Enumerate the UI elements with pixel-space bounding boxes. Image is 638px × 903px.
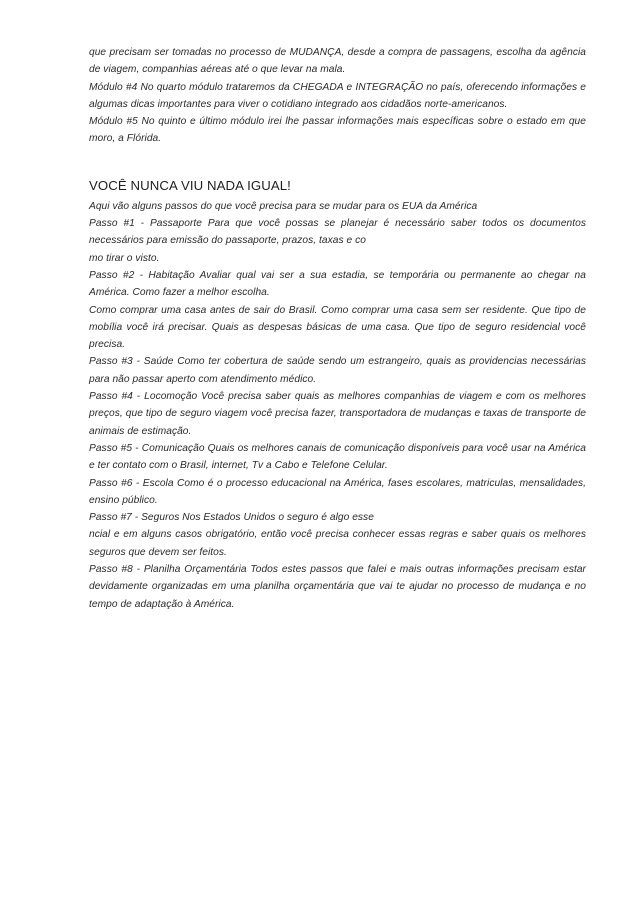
paragraph-passo-4: Passo #4 - Locomoção Você precisa saber quais as melhores companhias de viagem e com os melhores preços, que tipo de seguro viagem você precisa fazer, transportadora de mudanças e taxas de transporte de animais de estimação. [89,391,586,437]
paragraph-passo-1-continued: mo tirar o visto. [89,252,160,264]
paragraph-passo-8: Passo #8 - Planilha Orçamentária Todos estes passos que falei e mais outras informações precisam estar devidamente organizadas em uma planilha orçamentária que vai te ajudar no processo de mudança e no tempo de adaptação à América. [89,564,586,610]
paragraph-intro-passos: Aqui vão alguns passos do que você precisa para se mudar para os EUA da América [89,200,478,212]
paragraph-passo-3: Passo #3 - Saúde Como ter cobertura de saúde sendo um estrangeiro, quais as providencias necessárias para não passar aperto com atendimento médico. [89,356,586,385]
paragraph-passo-2: Passo #2 - Habitação Avaliar qual vai ser a sua estadia, se temporária ou permanente ao chegar na América. Como fazer a melhor escolha. [89,269,586,299]
paragraph-passo-7: Passo #7 - Seguros Nos Estados Unidos o seguro é algo esse [89,512,374,524]
document-content [89,44,586,613]
section-heading: VOCÊ NUNCA VIU NADA IGUAL! [89,177,291,193]
intro-paragraph-modulo-4: Módulo #4 No quarto módulo trataremos da CHEGADA e INTEGRAÇÃO no país, oferecendo informações e algumas dicas importantes para viver o cotidiano integrado aos cidadãos norte-americanos. [89,81,586,110]
paragraph-passo-7-continued: ncial e em alguns casos obrigatório, então você precisa conhecer essas regras e saber quais os melhores seguros que devem ser feitos. [89,529,586,558]
intro-paragraph-mudanca: que precisam ser tomadas no processo de MUDANÇA, desde a compra de passagens, escolha da agência de viagem, companhias aéreas até o que levar na mala. [89,47,586,76]
paragraph-passo-1: Passo #1 - Passaporte Para que você possas se planejar é necessário saber todos os documentos necessários para emissão do passaporte, prazos, taxas e co [89,218,586,247]
paragraph-passo-6: Passo #6 - Escola Como é o processo educacional na América, fases escolares, matriculas, mensalidades, ensino público. [89,477,586,506]
paragraph-comprar-casa: Como comprar uma casa antes de sair do Brasil. Como comprar uma casa sem ser residente. Que tipo de mobília você irá precisar. Quais as despesas básicas de uma casa. Que tipo de seguro residencial você precisa. [89,304,586,351]
intro-paragraph-modulo-5: Módulo #5 No quinto e último módulo irei lhe passar informações mais específicas sobre o estado em que moro, a Flórida. [89,116,586,145]
paragraph-passo-5: Passo #5 - Comunicação Quais os melhores canais de comunicação disponíveis para você usar na América e ter contato com o Brasil, internet, Tv a Cabo e Telefone Celular. [89,442,586,472]
